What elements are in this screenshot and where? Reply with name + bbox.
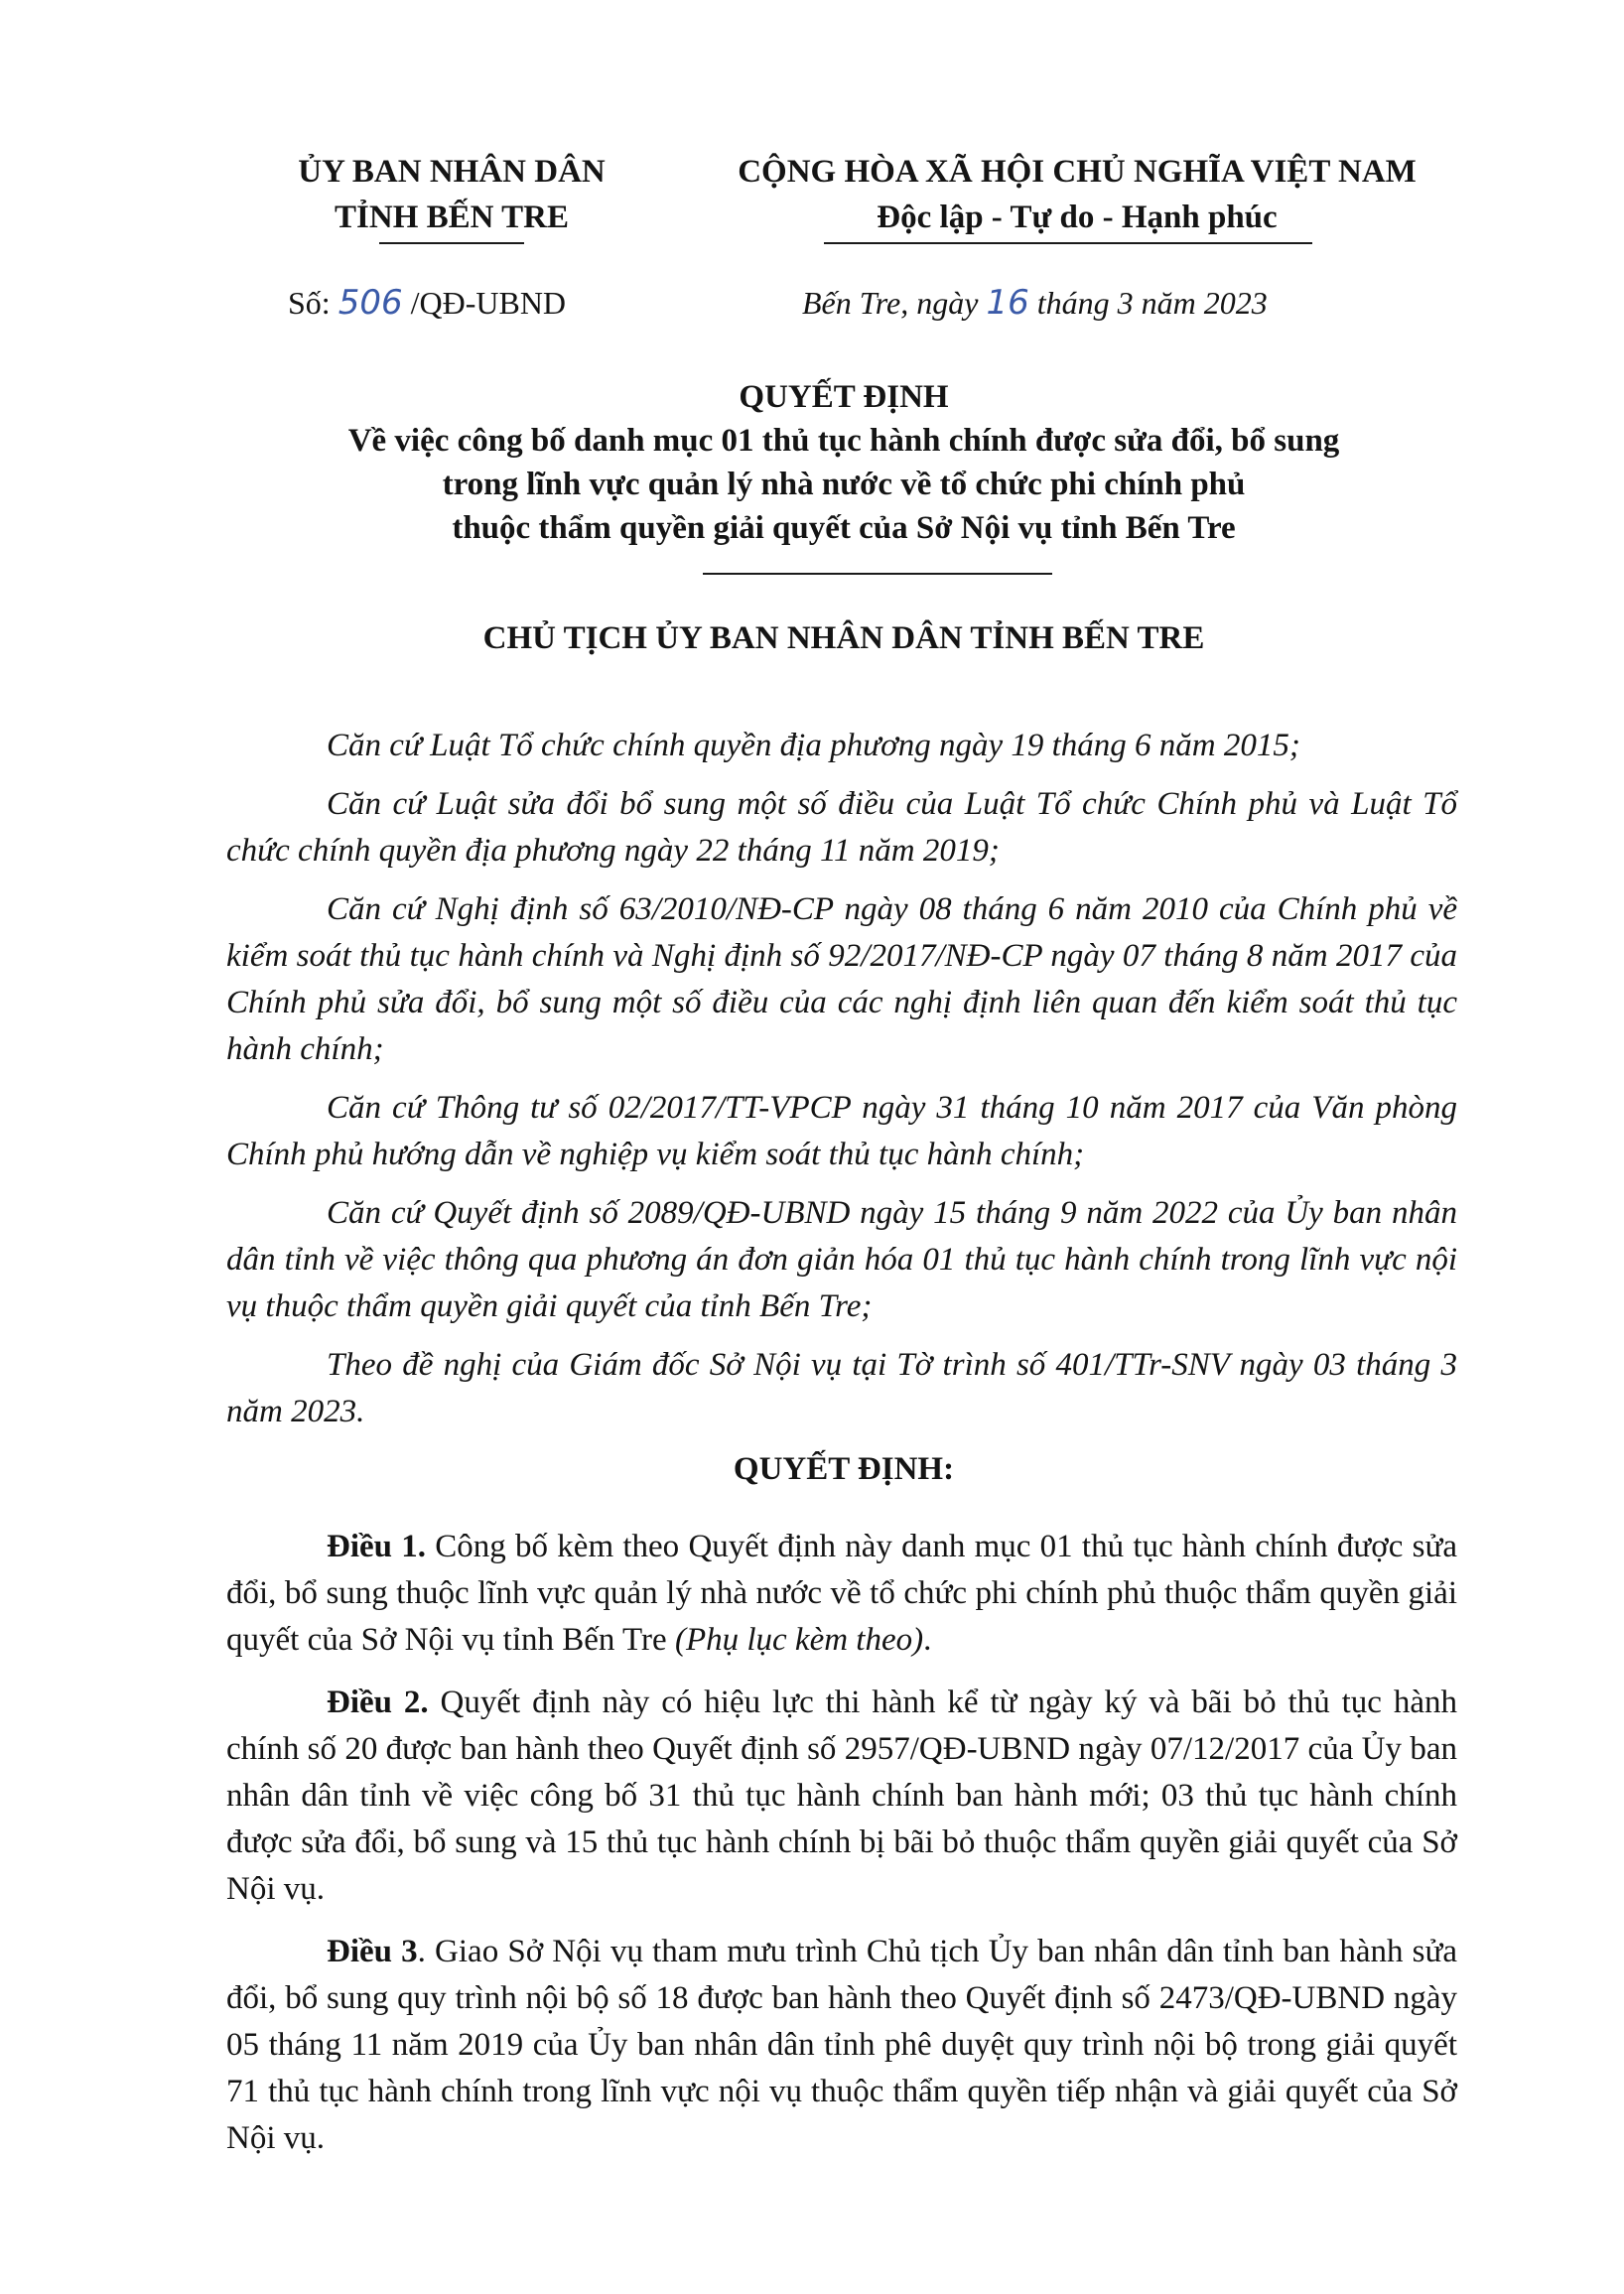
legal-basis-item: Theo đề nghị của Giám đốc Sở Nội vụ tại Tờ trình số 401/TTr-SNV ngày 03 tháng 3 năm 2023.: [226, 1347, 1457, 1429]
article-3: Điều 3. Giao Sở Nội vụ tham mưu trình Chủ tịch Ủy ban nhân dân tỉnh ban hành sửa đổi, bổ sung quy trình nội bộ số 18 được ban hành theo Quyết định số 2473/QĐ-UBND ngày 05 tháng 11 năm 2019 của Ủy ban nhân dân tỉnh phê duyệt quy trình nội bộ trong giải quyết 71 thủ tục hành chính trong lĩnh vực nội vụ thuộc thẩm quyền tiếp nhận và giải quyết của Sở Nội vụ.: [226, 1934, 1458, 2156]
decision-heading: QUYẾT ĐỊNH:: [733, 1451, 955, 1487]
handwritten-day: 16: [986, 283, 1029, 323]
motto: Độc lập - Tự do - Hạnh phúc: [877, 200, 1278, 235]
nation-line-1: CỘNG HÒA XÃ HỘI CHỦ NGHĨA VIỆT NAM: [738, 154, 1417, 190]
legal-basis: [226, 723, 1457, 1447]
issue-date: Bến Tre, ngày 16 tháng 3 năm 2023: [802, 283, 1268, 323]
title-underline: [703, 573, 1052, 575]
legal-basis-item: Căn cứ Luật Tổ chức chính quyền địa phương ngày 19 tháng 6 năm 2015;: [327, 728, 1300, 763]
national-heading: [685, 149, 1469, 240]
title-heading: QUYẾT ĐỊNH: [739, 379, 949, 415]
motto-underline: [824, 242, 1312, 244]
legal-basis-item: Căn cứ Quyết định số 2089/QĐ-UBND ngày 15 tháng 9 năm 2022 của Ủy ban nhân dân tỉnh về việc thông qua phương án đơn giản hóa 01 thủ tục hành chính trong lĩnh vực nội vụ thuộc thẩm quyền giải quyết của tỉnh Bến Tre;: [226, 1195, 1457, 1324]
articles: [226, 1524, 1457, 2178]
document-title: [228, 375, 1459, 550]
article-1: Điều 1. Công bố kèm theo Quyết định này danh mục 01 thủ tục hành chính được sửa đổi, bổ sung thuộc lĩnh vực quản lý nhà nước về tổ chức phi chính phủ thuộc thẩm quyền giải quyết của Sở Nội vụ tỉnh Bến Tre (Phụ lục kèm theo).: [226, 1529, 1458, 1658]
article-label: Điều 2.: [327, 1685, 429, 1720]
article-2: Điều 2. Quyết định này có hiệu lực thi hành kể từ ngày ký và bãi bỏ thủ tục hành chính số 20 được ban hành theo Quyết định số 2957/QĐ-UBND ngày 07/12/2017 của Ủy ban nhân dân tỉnh về việc công bố 31 thủ tục hành chính ban hành mới; 03 thủ tục hành chính được sửa đổi, bổ sung và 15 thủ tục hành chính bị bãi bỏ thuộc thẩm quyền giải quyết của Sở Nội vụ.: [226, 1685, 1457, 1907]
article-label: Điều 3: [327, 1934, 418, 1969]
legal-basis-item: Căn cứ Nghị định số 63/2010/NĐ-CP ngày 08 tháng 6 năm 2010 của Chính phủ về kiểm soát thủ tục hành chính và Nghị định số 92/2017/NĐ-CP ngày 07 tháng 8 năm 2017 của Chính phủ sửa đổi, bổ sung một số điều của các nghị định liên quan đến kiểm soát thủ tục hành chính;: [226, 891, 1457, 1067]
authority-line-1: ỦY BAN NHÂN DÂN: [298, 154, 606, 190]
title-line-3: thuộc thẩm quyền giải quyết của Sở Nội vụ tỉnh Bến Tre: [452, 510, 1236, 546]
document-number: Số: 506 /QĐ-UBND: [288, 283, 567, 323]
title-line-1: Về việc công bố danh mục 01 thủ tục hành chính được sửa đổi, bổ sung: [347, 423, 1340, 459]
chairman-heading: CHỦ TỊCH ỦY BAN NHÂN DÂN TỈNH BẾN TRE: [482, 620, 1205, 656]
handwritten-number: 506: [338, 283, 403, 323]
authority-underline: [379, 242, 524, 244]
title-line-2: trong lĩnh vực quản lý nhà nước về tổ chức phi chính phủ: [442, 467, 1246, 502]
legal-basis-item: Căn cứ Thông tư số 02/2017/TT-VPCP ngày 31 tháng 10 năm 2017 của Văn phòng Chính phủ hướng dẫn về nghiệp vụ kiểm soát thủ tục hành chính;: [226, 1090, 1457, 1172]
appendix-note: (Phụ lục kèm theo): [674, 1622, 924, 1658]
issuing-authority: [253, 149, 650, 240]
authority-line-2: TỈNH BẾN TRE: [335, 200, 569, 235]
legal-basis-item: Căn cứ Luật sửa đổi bổ sung một số điều của Luật Tổ chức Chính phủ và Luật Tổ chức chính quyền địa phương ngày 22 tháng 11 năm 2019;: [226, 786, 1457, 869]
article-label: Điều 1.: [327, 1529, 427, 1564]
